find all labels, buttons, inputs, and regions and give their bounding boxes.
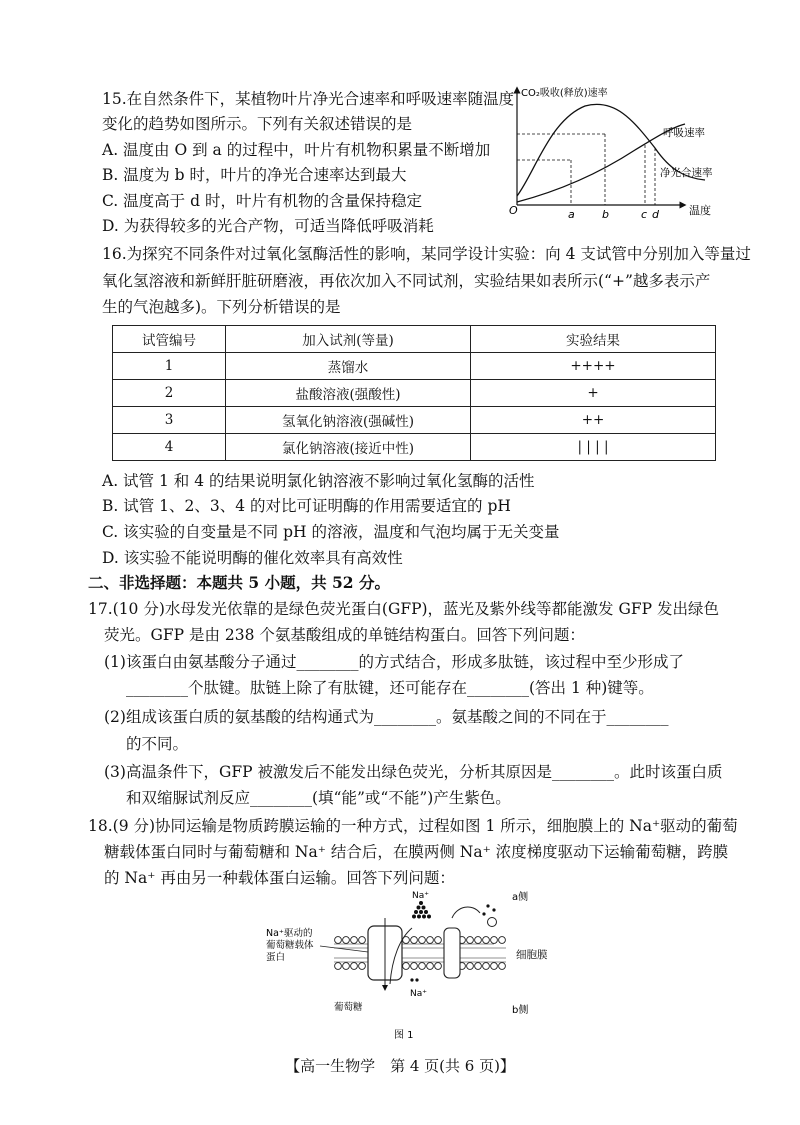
cell: +: [471, 380, 716, 407]
glucose-label: 葡萄糖: [334, 1002, 363, 1013]
q16-option-a: A. 试管 1 和 4 的结果说明氯化钠溶液不影响过氧化氢酶的活性: [102, 472, 535, 490]
q17-line-5: (2)组成该蛋白质的氨基酸的结构通式为________。氨基酸之间的不同在于________: [104, 708, 669, 726]
tick-d: d: [652, 208, 659, 221]
tick-c: c: [641, 208, 648, 221]
q16-line-1: 16.为探究不同条件对过氧化氢酶活性的影响，某同学设计实验：向 4 支试管中分别加入等量过: [102, 245, 751, 263]
na-cluster: [412, 901, 431, 919]
na-bottom-label: Na⁺: [410, 989, 427, 999]
na-top-label: Na⁺: [412, 891, 429, 901]
q15-option-c: C. 温度高于 d 时，叶片有机物的含量保持稳定: [102, 192, 422, 210]
cell: ++++: [471, 353, 716, 380]
tick-a: a: [568, 208, 575, 221]
carrier-label-2: 葡萄糖载体: [266, 940, 314, 951]
cell: 蒸馏水: [226, 353, 471, 380]
page-footer: 【高一生物学 第 4 页(共 6 页)】: [285, 1057, 515, 1075]
carrier-label-1: Na⁺驱动的: [266, 928, 313, 939]
q15-option-d: D. 为获得较多的光合产物，可适当降低呼吸消耗: [102, 217, 434, 235]
table-header-row: [113, 326, 716, 353]
side-b-label: b侧: [512, 1005, 529, 1016]
q16-line-3: 生的气泡越多)。下列分析错误的是: [102, 298, 341, 316]
q15-option-a: A. 温度由 O 到 a 的过程中，叶片有机物积累量不断增加: [102, 141, 491, 159]
carrier-label-3: 蛋白: [266, 952, 286, 963]
q15-graph: [505, 80, 735, 230]
q17-line-8: 和双缩脲试剂反应________(填“能”或“不能”)产生紫色。: [126, 789, 511, 807]
net-photosynthesis-label: 净光合速率: [660, 167, 713, 179]
origin-label: O: [509, 204, 518, 217]
q16-option-c: C. 该实验的自变量是不同 pH 的溶液，温度和气泡均属于无关变量: [102, 523, 560, 541]
q17-line-2: 荧光。GFP 是由 238 个氨基酸组成的单链结构蛋白。回答下列问题：: [104, 626, 585, 644]
cell: ++: [471, 407, 716, 434]
header-tube: 试管编号: [113, 326, 226, 353]
respiration-curve: [517, 124, 685, 202]
table-row: [113, 353, 716, 380]
respiration-label: 呼吸速率: [663, 127, 705, 139]
table-row: [113, 407, 716, 434]
cell: 2: [113, 380, 226, 407]
q16-line-2: 氧化氢溶液和新鲜肝脏研磨液，再依次加入不同试剂，实验结果如表所示(“+”越多表示产: [102, 272, 711, 290]
cell: | | | |: [471, 434, 716, 461]
q17-line-1: 17.(10 分)水母发光依靠的是绿色荧光蛋白(GFP)，蓝光及紫外线等都能激发 GFP 发出绿色: [88, 600, 719, 618]
q16-option-b: B. 试管 1、2、3、4 的对比可证明酶的作用需要适宜的 pH: [102, 497, 511, 515]
section-header: 二、非选择题：本题共 5 小题，共 52 分。: [88, 573, 390, 592]
q18-line-3: 的 Na⁺ 再由另一种载体蛋白运输。回答下列问题：: [104, 869, 455, 887]
q17-line-3: (1)该蛋白由氨基酸分子通过________的方式结合，形成多肽链，该过程中至少形成了: [104, 653, 684, 671]
q17-line-7: (3)高温条件下，GFP 被激发后不能发出绿色荧光，分析其原因是________。此时该蛋白质: [104, 763, 723, 781]
q15-line-1: 15.在自然条件下，某植物叶片净光合速率和呼吸速率随温度: [102, 90, 515, 108]
lipid-top-row: [335, 937, 506, 944]
figure-caption: 图 1: [394, 1030, 414, 1041]
cell: 盐酸溶液(强酸性): [226, 380, 471, 407]
x-axis-label: 温度: [689, 204, 711, 217]
header-result: 实验结果: [471, 326, 716, 353]
header-reagent: 加入试剂(等量): [226, 326, 471, 353]
q18-line-2: 糖载体蛋白同时与葡萄糖和 Na⁺ 结合后，在膜两侧 Na⁺ 浓度梯度驱动下运输葡萄糖，跨膜: [104, 843, 729, 861]
q17-line-4: ________个肽键。肽链上除了有肽键，还可能存在________(答出 1 种)键等。: [126, 679, 654, 697]
figure-1: [262, 888, 562, 1048]
q18-line-1: 18.(9 分)协同运输是物质跨膜运输的一种方式，过程如图 1 所示，细胞膜上的 Na⁺驱动的葡萄: [88, 817, 738, 835]
q16-table: [112, 325, 716, 461]
y-axis-label: CO₂吸收(释放)速率: [521, 88, 608, 99]
lipid-bottom-row: [335, 963, 506, 970]
cell: 氢氧化钠溶液(强碱性): [226, 407, 471, 434]
side-a-label: a侧: [512, 892, 529, 903]
cell: 3: [113, 407, 226, 434]
q15-line-2: 变化的趋势如图所示。下列有关叙述错误的是: [102, 115, 413, 133]
net-photosynthesis-curve: [517, 104, 705, 196]
table-row: [113, 380, 716, 407]
membrane-label: 细胞膜: [516, 949, 548, 961]
q15-option-b: B. 温度为 b 时，叶片的净光合速率达到最大: [102, 166, 407, 184]
q17-line-6: 的不同。: [126, 735, 189, 753]
table-row: [113, 434, 716, 461]
q16-option-d: D. 该实验不能说明酶的催化效率具有高效性: [102, 549, 403, 567]
cell: 1: [113, 353, 226, 380]
cell: 氯化钠溶液(接近中性): [226, 434, 471, 461]
cell: 4: [113, 434, 226, 461]
na-pump-protein: [444, 928, 460, 978]
tick-b: b: [602, 208, 609, 221]
